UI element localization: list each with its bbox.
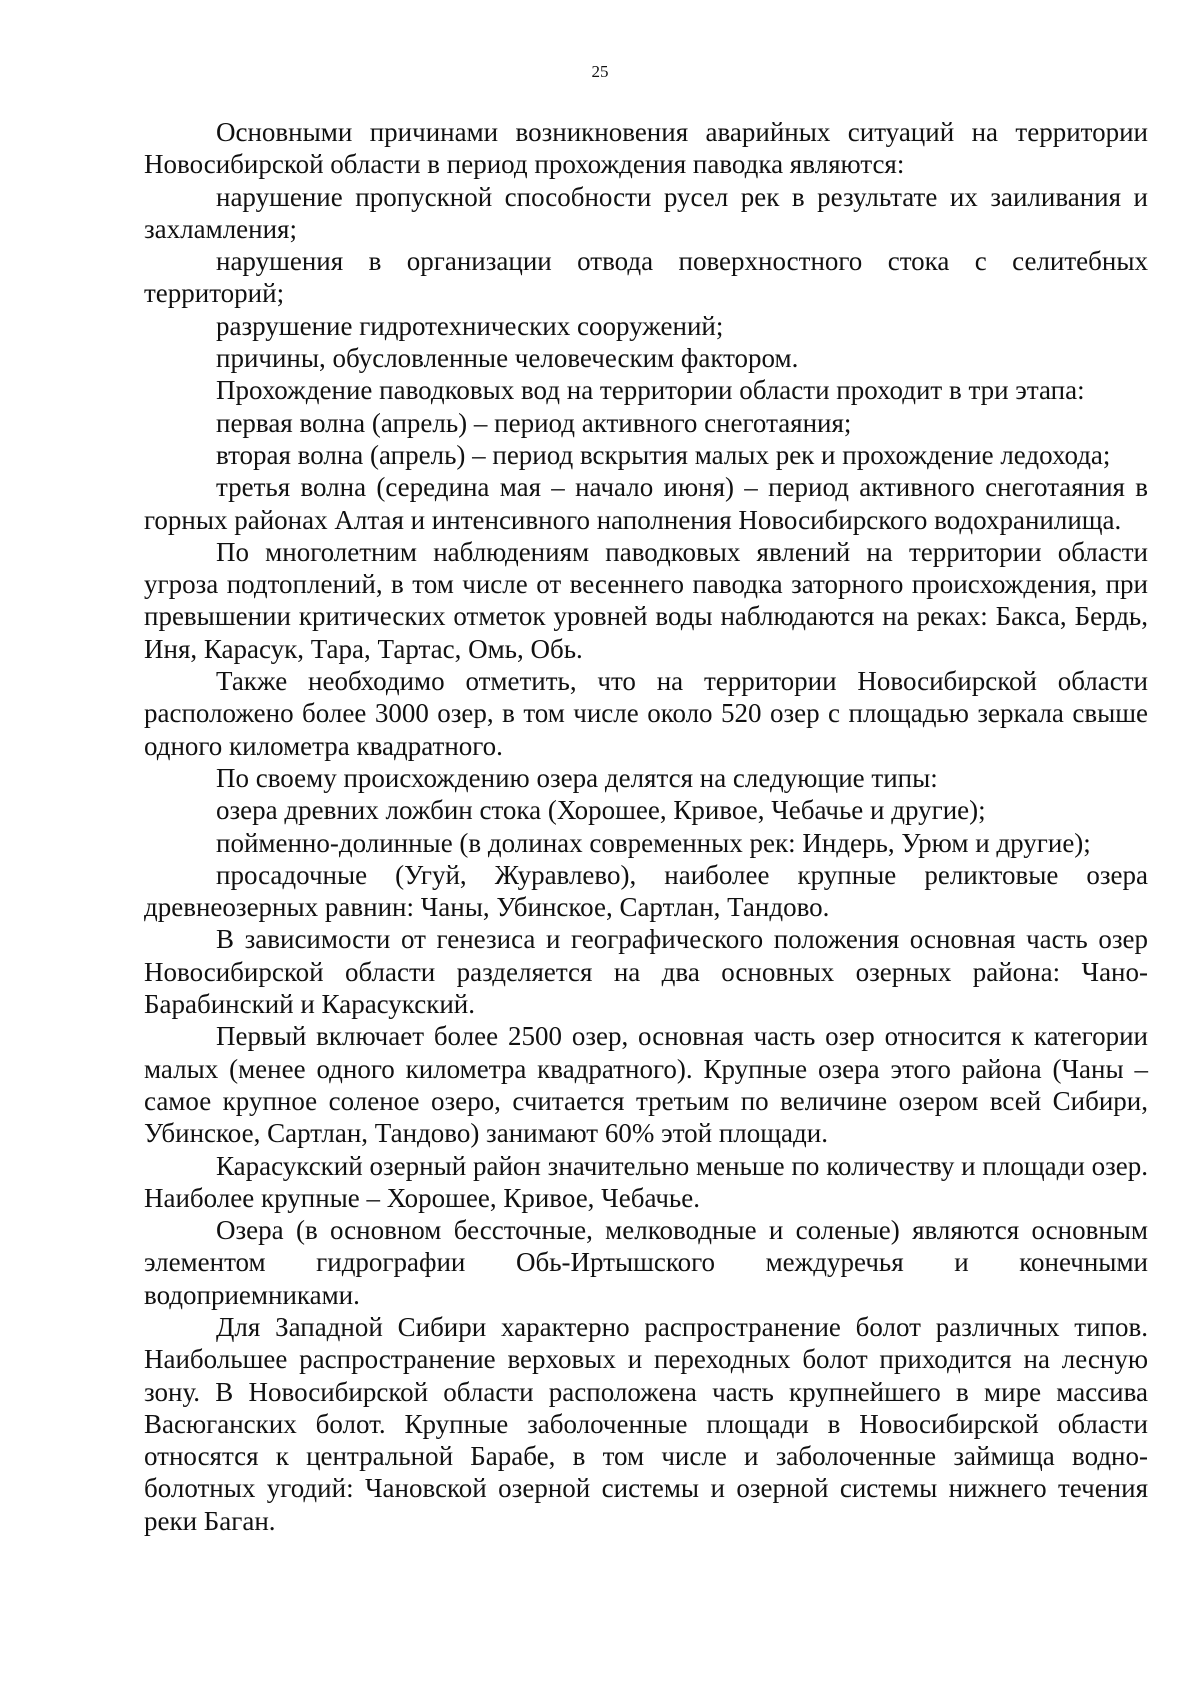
paragraph: Также необходимо отметить, что на территории Новосибирской области расположено более 3000 озер, в том числе около 520 озер с площадью зеркала свыше одного километра квадратного. [144,666,1148,761]
paragraph: озера древних ложбин стока (Хорошее, Кривое, Чебачье и другие); [216,795,986,826]
paragraph: В зависимости от генезиса и географического положения основная часть озер Новосибирской области разделяется на два основных озерных района: Чано-Барабинский и Карасукский. [144,924,1148,1020]
paragraph: По многолетним наблюдениям паводковых явлений на территории области угроза подтоплений, в том числе от весеннего паводка заторного происхождения, при превышении критических отметок уровней воды наблюдаются на реках: Бакса, Бердь, Иня, Карасук, Тара, Тартас, Омь, Обь. [144,536,1148,664]
paragraph: Основными причинами возникновения аварийных ситуаций на территории Новосибирской области в период прохождения паводка являются: [144,117,1148,180]
paragraph: Прохождение паводковых вод на территории области проходит в три этапа: [216,375,1085,406]
page-number: 25 [591,62,609,81]
paragraph: просадочные (Угуй, Журавлево), наиболее крупные реликтовые озера древнеозерных равнин: Чаны, Убинское, Сартлан, Тандово. [144,859,1148,923]
paragraph: По своему происхождению озера делятся на следующие типы: [216,762,938,793]
paragraph: Первый включает более 2500 озер, основная часть озер относится к категории малых (менее одного километра квадратного). Крупные озера этого района (Чаны – самое крупное соленое озеро, считается третьим по величине озером всей Сибири, Убинское, Сартлан, Тандово) занимают 60% этой площади. [144,1021,1148,1149]
paragraph: Карасукский озерный район значительно меньше по количеству и площади озер. Наиболее крупные – Хорошее, Кривое, Чебачье. [144,1150,1148,1213]
document-body [144,116,1148,1537]
paragraph: разрушение гидротехнических сооружений; [216,310,724,341]
paragraph: причины, обусловленные человеческим фактором. [216,343,799,374]
paragraph: нарушение пропускной способности русел рек в результате их заиливания и захламления; [144,181,1148,244]
paragraph: третья волна (середина мая – начало июня) – период активного снеготаяния в горных районах Алтая и интенсивного наполнения Новосибирского водохранилища. [144,472,1148,535]
paragraph: первая волна (апрель) – период активного снеготаяния; [216,407,852,438]
paragraph: вторая волна (апрель) – период вскрытия малых рек и прохождение ледохода; [216,439,1111,470]
paragraph: Для Западной Сибири характерно распространение болот различных типов. Наибольшее распространение верховых и переходных болот приходится на лесную зону. В Новосибирской области расположена часть крупнейшего в мире массива Васюганских болот. Крупные заболоченные площади в Новосибирской области относятся к центральной Барабе, в том числе и заболоченные займища водно-болотных угодий: Чановской озерной системы и озерной системы нижнего течения реки Баган. [144,1311,1148,1536]
paragraph: пойменно-долинные (в долинах современных рек: Индерь, Урюм и другие); [216,827,1091,858]
paragraph: нарушения в организации отвода поверхностного стока с селитебных территорий; [144,246,1148,309]
paragraph: Озера (в основном бессточные, мелководные и соленые) являются основным элементом гидрографии Обь-Иртышского междуречья и конечными водоприемниками. [144,1215,1148,1310]
